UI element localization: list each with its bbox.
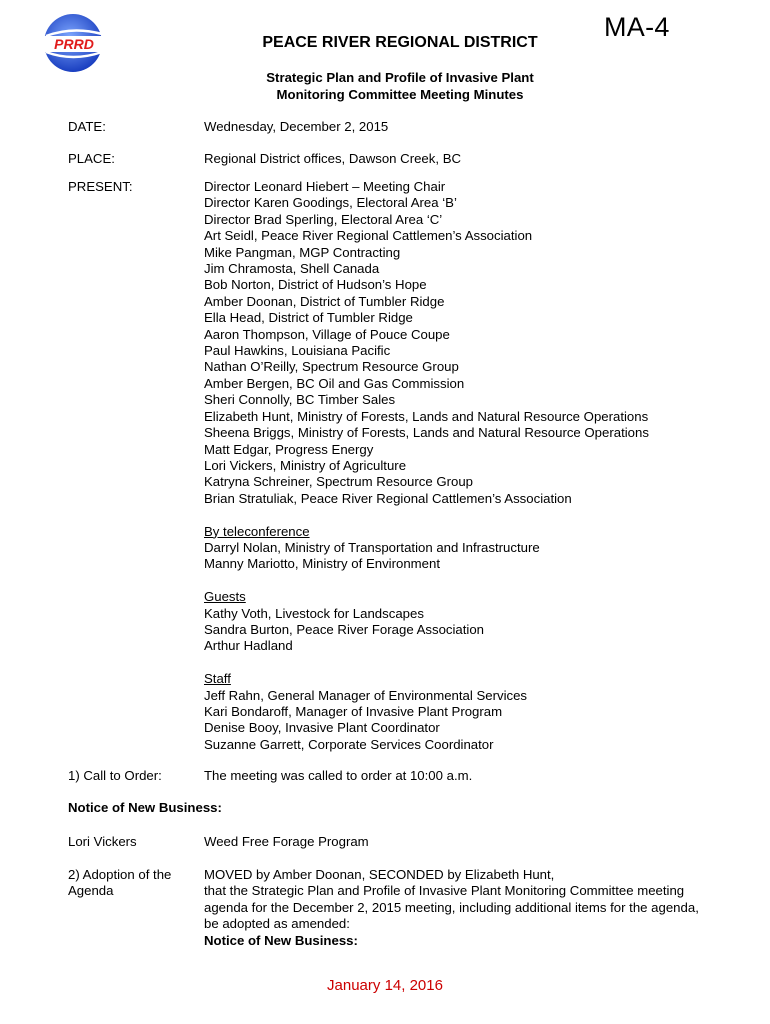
- attendee: Director Brad Sperling, Electoral Area ‘C’: [204, 211, 443, 227]
- attendee: Katryna Schreiner, Spectrum Resource Group: [204, 474, 474, 490]
- motion-line: Notice of New Business:: [204, 932, 358, 948]
- attendee: Brian Stratuliak, Peace River Regional Cattlemen’s Association: [204, 490, 572, 506]
- present-label: PRESENT:: [68, 179, 133, 194]
- new-business-label: Lori Vickers: [68, 834, 137, 849]
- attendee: Lori Vickers, Ministry of Agriculture: [204, 457, 407, 473]
- teleconference-heading: By teleconference: [204, 523, 310, 539]
- guest: Arthur Hadland: [204, 638, 293, 654]
- attendee: Manny Mariotto, Ministry of Environment: [204, 556, 440, 572]
- attendee: Director Leonard Hiebert – Meeting Chair: [204, 179, 446, 194]
- staff-member: Denise Booy, Invasive Plant Coordinator: [204, 720, 440, 736]
- attendee: Amber Doonan, District of Tumbler Ridge: [204, 293, 445, 309]
- place-value: Regional District offices, Dawson Creek, BC: [204, 151, 462, 166]
- meeting-subtitle: [0, 69, 770, 103]
- attendee: Amber Bergen, BC Oil and Gas Commission: [204, 375, 465, 391]
- new-business-heading: Notice of New Business:: [68, 800, 222, 815]
- attendee: Sheri Connolly, BC Timber Sales: [204, 392, 396, 408]
- attendee: Director Karen Goodings, Electoral Area ‘B’: [204, 195, 457, 211]
- attendee-list: [204, 179, 744, 753]
- call-to-order-label: 1) Call to Order:: [68, 768, 162, 783]
- attendee: Mike Pangman, MGP Contracting: [204, 244, 401, 260]
- motion-line: be adopted as amended:: [204, 916, 350, 932]
- guests-heading: Guests: [204, 589, 246, 605]
- footer-date: January 14, 2016: [327, 977, 443, 994]
- attendee: Aaron Thompson, Village of Pouce Coupe: [204, 326, 450, 342]
- attendee: Jim Chramosta, Shell Canada: [204, 261, 380, 277]
- guest: Kathy Voth, Livestock for Landscapes: [204, 605, 424, 621]
- call-to-order-value: The meeting was called to order at 10:00 a.m.: [204, 768, 473, 783]
- subtitle-line: Strategic Plan and Profile of Invasive Plant: [266, 70, 534, 85]
- attendee: Bob Norton, District of Hudson’s Hope: [204, 277, 427, 293]
- logo-text: PRRD: [54, 36, 94, 52]
- staff-member: Kari Bondaroff, Manager of Invasive Plant Program: [204, 703, 503, 719]
- attendee: Art Seidl, Peace River Regional Cattlemen’s Association: [204, 228, 533, 244]
- subtitle-line: Monitoring Committee Meeting Minutes: [276, 87, 524, 102]
- new-business-value: Weed Free Forage Program: [204, 834, 369, 849]
- attendee: Darryl Nolan, Ministry of Transportation and Infrastructure: [204, 539, 540, 555]
- staff-heading: Staff: [204, 671, 231, 687]
- attendee: Nathan O’Reilly, Spectrum Resource Group: [204, 359, 459, 375]
- attendee: Sheena Briggs, Ministry of Forests, Lands and Natural Resource Operations: [204, 425, 649, 441]
- date-value: Wednesday, December 2, 2015: [204, 119, 389, 134]
- agenda-label: 2) Adoption of the Agenda: [68, 867, 172, 899]
- agenda-motion: [204, 867, 744, 949]
- staff-member: Jeff Rahn, General Manager of Environmental Services: [204, 687, 528, 703]
- document-code: MA-4: [604, 12, 670, 42]
- motion-line: that the Strategic Plan and Profile of Invasive Plant Monitoring Committee meeting: [204, 883, 685, 899]
- organization-title: PEACE RIVER REGIONAL DISTRICT: [262, 34, 538, 51]
- attendee: Matt Edgar, Progress Energy: [204, 441, 374, 457]
- attendee: Elizabeth Hunt, Ministry of Forests, Lands and Natural Resource Operations: [204, 408, 649, 424]
- attendee: Paul Hawkins, Louisiana Pacific: [204, 343, 391, 359]
- staff-member: Suzanne Garrett, Corporate Services Coordinator: [204, 736, 494, 752]
- date-label: DATE:: [68, 119, 106, 134]
- place-label: PLACE:: [68, 151, 115, 166]
- attendee: Ella Head, District of Tumbler Ridge: [204, 310, 413, 326]
- motion-line: agenda for the December 2, 2015 meeting, including additional items for the agenda,: [204, 899, 699, 915]
- guest: Sandra Burton, Peace River Forage Association: [204, 621, 485, 637]
- motion-line: MOVED by Amber Doonan, SECONDED by Elizabeth Hunt,: [204, 867, 555, 882]
